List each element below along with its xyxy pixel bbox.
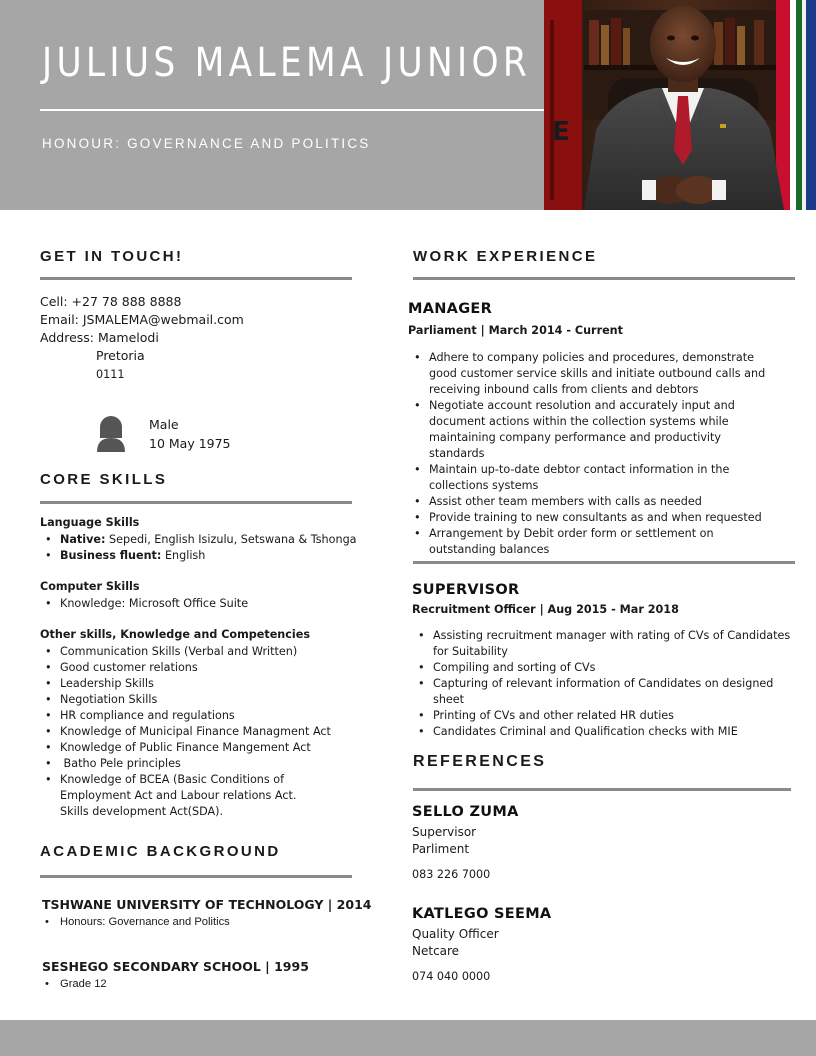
other-skills-list — [40, 644, 340, 820]
academic-divider — [40, 875, 352, 878]
job-subtitle: Parliament | March 2014 - Current — [408, 324, 623, 337]
list-item: • Knowledge of Public Finance Mangement Act — [40, 740, 340, 756]
list-item: • Compiling and sorting of CVs — [413, 660, 793, 676]
list-item: • Arrangement by Debit order form or settlement on outstanding balances — [409, 526, 779, 558]
job-duties-list — [413, 628, 793, 740]
person-icon — [94, 414, 128, 452]
list-item: • Knowledge: Microsoft Office Suite — [40, 596, 360, 612]
list-item: • Assist other team members with calls as needed — [409, 494, 779, 510]
work-divider — [413, 277, 795, 280]
other-skills-heading: Other skills, Knowledge and Competencies — [40, 628, 310, 641]
contact-address: Address: Mamelodi — [40, 330, 159, 345]
work-section-title: WORK EXPERIENCE — [413, 248, 598, 265]
gender-value: Male — [149, 417, 179, 432]
reference-org: Netcare — [412, 944, 460, 958]
job-divider — [413, 561, 795, 564]
list-item: • Honours: Governance and Politics — [40, 914, 360, 930]
list-item: • Communication Skills (Verbal and Written) — [40, 644, 340, 660]
list-item: • Grade 12 — [40, 976, 360, 992]
honour-subtitle: HONOUR: GOVERNANCE AND POLITICS — [42, 136, 371, 151]
language-skills-heading: Language Skills — [40, 516, 140, 529]
list-item: • Provide training to new consultants as and when requested — [409, 510, 779, 526]
list-item: • Knowledge of Municipal Finance Managment Act — [40, 724, 340, 740]
list-item: • Native: Sepedi, English Isizulu, Setswana & Tshonga — [40, 532, 360, 548]
profile-photo-illustration — [544, 0, 816, 210]
header-divider — [40, 109, 544, 111]
list-item: • Maintain up-to-date debtor contact information in the collections systems — [409, 462, 779, 494]
academic-section-title: ACADEMIC BACKGROUND — [40, 843, 281, 860]
computer-skills-heading: Computer Skills — [40, 580, 140, 593]
dob-value: 10 May 1975 — [149, 436, 231, 451]
school-details — [40, 914, 360, 930]
list-item: • Batho Pele principles — [40, 756, 340, 772]
footer-band — [0, 1020, 816, 1056]
school-details — [40, 976, 360, 992]
reference-role: Supervisor — [412, 825, 477, 839]
reference-phone: 083 226 7000 — [412, 868, 491, 881]
profile-photo — [544, 0, 816, 210]
computer-skills-list — [40, 596, 360, 612]
references-section-title: REFERENCES — [413, 753, 547, 770]
reference-name: KATLEGO SEEMA — [412, 906, 552, 922]
language-skills-list — [40, 532, 360, 564]
list-item: • Good customer relations — [40, 660, 340, 676]
list-item: • Capturing of relevant information of Candidates on designed sheet — [413, 676, 793, 708]
core-skills-title: CORE SKILLS — [40, 471, 168, 488]
contact-address-code: 0111 — [96, 368, 125, 381]
list-item: • Candidates Criminal and Qualification checks with MIE — [413, 724, 793, 740]
list-item: • Adhere to company policies and procedures, demonstrate good customer service skills and initiate outbound calls and receiving inbound calls from clients and debtors — [409, 350, 779, 398]
core-skills-divider — [40, 501, 352, 504]
contact-email: Email: JSMALEMA@webmail.com — [40, 312, 244, 327]
reference-org: Parliment — [412, 842, 470, 856]
contact-section-title: GET IN TOUCH! — [40, 248, 184, 265]
school-name: TSHWANE UNIVERSITY OF TECHNOLOGY | 2014 — [42, 897, 372, 912]
list-item: • Assisting recruitment manager with rating of CVs of Candidates for Suitability — [413, 628, 793, 660]
svg-text:E: E — [552, 117, 570, 147]
reference-role: Quality Officer — [412, 927, 499, 941]
job-title: MANAGER — [408, 301, 493, 317]
references-divider — [413, 788, 791, 791]
contact-address-city: Pretoria — [96, 348, 145, 363]
list-item: • Leadership Skills — [40, 676, 340, 692]
list-item: • Negotiate account resolution and accurately input and document actions within the collection systems while maintaining company performance and productivity standards — [409, 398, 779, 462]
school-name: SESHEGO SECONDARY SCHOOL | 1995 — [42, 959, 309, 974]
contact-divider — [40, 277, 352, 280]
list-item: • Printing of CVs and other related HR duties — [413, 708, 793, 724]
person-name: JULIUS MALEMA JUNIOR — [42, 40, 532, 86]
list-item: • Business fluent: English — [40, 548, 360, 564]
list-item: • Negotiation Skills — [40, 692, 340, 708]
job-duties-list — [409, 350, 779, 558]
contact-cell: Cell: +27 78 888 8888 — [40, 294, 182, 309]
list-item: • Knowledge of BCEA (Basic Conditions of Employment Act and Labour relations Act. Skills development Act(SDA). — [40, 772, 320, 820]
reference-name: SELLO ZUMA — [412, 804, 519, 820]
job-title: SUPERVISOR — [412, 582, 520, 598]
list-item: • HR compliance and regulations — [40, 708, 340, 724]
reference-phone: 074 040 0000 — [412, 970, 491, 983]
job-subtitle: Recruitment Officer | Aug 2015 - Mar 2018 — [412, 603, 679, 616]
